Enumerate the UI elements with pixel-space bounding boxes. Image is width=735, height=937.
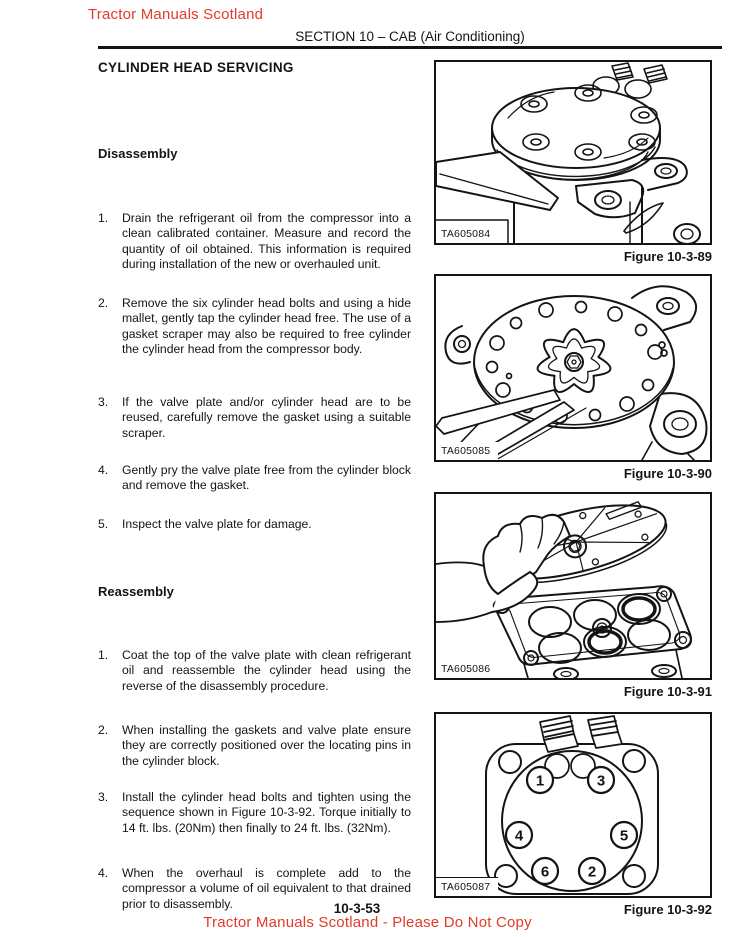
step-number: 3.	[98, 790, 109, 804]
bolt-sequence-diagram	[436, 714, 710, 896]
bolt-number-1: 1	[535, 772, 545, 790]
step-number: 4.	[98, 866, 109, 880]
figure-image-id: TA605086	[436, 660, 498, 678]
watermark-top: Tractor Manuals Scotland	[88, 6, 264, 23]
disassembly-step-1	[98, 211, 411, 273]
step-number: 2.	[98, 296, 109, 310]
figure-caption: Figure 10-3-92	[623, 902, 712, 917]
step-number: 1.	[98, 648, 109, 662]
step-text: Coat the top of the valve plate with clean refrigerant oil and reassemble the cylinder head using the reverse of the disassembly procedure.	[122, 648, 411, 693]
figure-caption: Figure 10-3-89	[623, 249, 712, 264]
bolt-number-4: 4	[514, 827, 524, 845]
step-text: Drain the refrigerant oil from the compressor into a clean calibrated container. Measure and record the quantity of oil obtained. This information is required during installation of the new or overhauled unit.	[122, 211, 411, 272]
valve-plate-removal-illustration	[436, 494, 710, 678]
disassembly-step-5	[98, 517, 411, 532]
step-text: Inspect the valve plate for damage.	[122, 517, 312, 531]
figure-caption: Figure 10-3-91	[623, 684, 712, 699]
section-header: SECTION 10 – CAB (Air Conditioning)	[295, 29, 525, 44]
page-number: 10-3-53	[333, 901, 381, 916]
step-number: 5.	[98, 517, 109, 531]
figure-10-3-92	[434, 712, 712, 898]
reassembly-step-3	[98, 790, 411, 836]
disassembly-step-2	[98, 296, 411, 358]
heading-reassembly: Reassembly	[98, 584, 174, 599]
step-number: 3.	[98, 395, 109, 409]
heading-disassembly: Disassembly	[98, 146, 178, 161]
step-text: When installing the gaskets and valve plate ensure they are correctly positioned over the locating pins in the cylinder block.	[122, 723, 411, 768]
watermark-bottom: Tractor Manuals Scotland - Please Do Not Copy	[203, 914, 532, 931]
figure-caption: Figure 10-3-90	[623, 466, 712, 481]
figure-image-id: TA605085	[436, 442, 498, 460]
figure-10-3-89	[434, 60, 712, 245]
step-text: If the valve plate and/or cylinder head are to be reused, carefully remove the gasket using a suitable scraper.	[122, 395, 411, 440]
step-text: When the overhaul is complete add to the compressor a volume of oil equivalent to that drained prior to disassembly.	[122, 866, 411, 911]
step-text: Install the cylinder head bolts and tighten using the sequence shown in Figure 10-3-92. Torque initially to 14 ft. lbs. (20Nm) then finally to 24 ft. lbs. (32Nm).	[122, 790, 411, 835]
reassembly-step-1	[98, 648, 411, 694]
figure-10-3-91	[434, 492, 712, 680]
step-text: Remove the six cylinder head bolts and using a hide mallet, gently tap the cylinder head free. The use of a gasket scraper may also be required to free cylinder the cylinder head from the compressor body.	[122, 296, 411, 357]
disassembly-step-3	[98, 395, 411, 441]
figure-10-3-90	[434, 274, 712, 462]
step-text: Gently pry the valve plate free from the cylinder block and remove the gasket.	[122, 463, 411, 493]
disassembly-step-4	[98, 463, 411, 494]
header-rule	[98, 46, 722, 49]
step-number: 1.	[98, 211, 109, 225]
figure-image-id: TA605087	[436, 877, 498, 896]
reassembly-step-2	[98, 723, 411, 769]
page-title: CYLINDER HEAD SERVICING	[98, 60, 294, 75]
valve-plate-illustration	[436, 276, 710, 460]
bolt-number-3: 3	[596, 772, 606, 790]
bolt-number-5: 5	[619, 827, 629, 845]
bolt-number-2: 2	[587, 863, 597, 881]
step-number: 2.	[98, 723, 109, 737]
compressor-head-pry-illustration	[436, 62, 710, 243]
step-number: 4.	[98, 463, 109, 477]
figure-image-id: TA605084	[436, 225, 498, 243]
bolt-number-6: 6	[540, 863, 550, 881]
